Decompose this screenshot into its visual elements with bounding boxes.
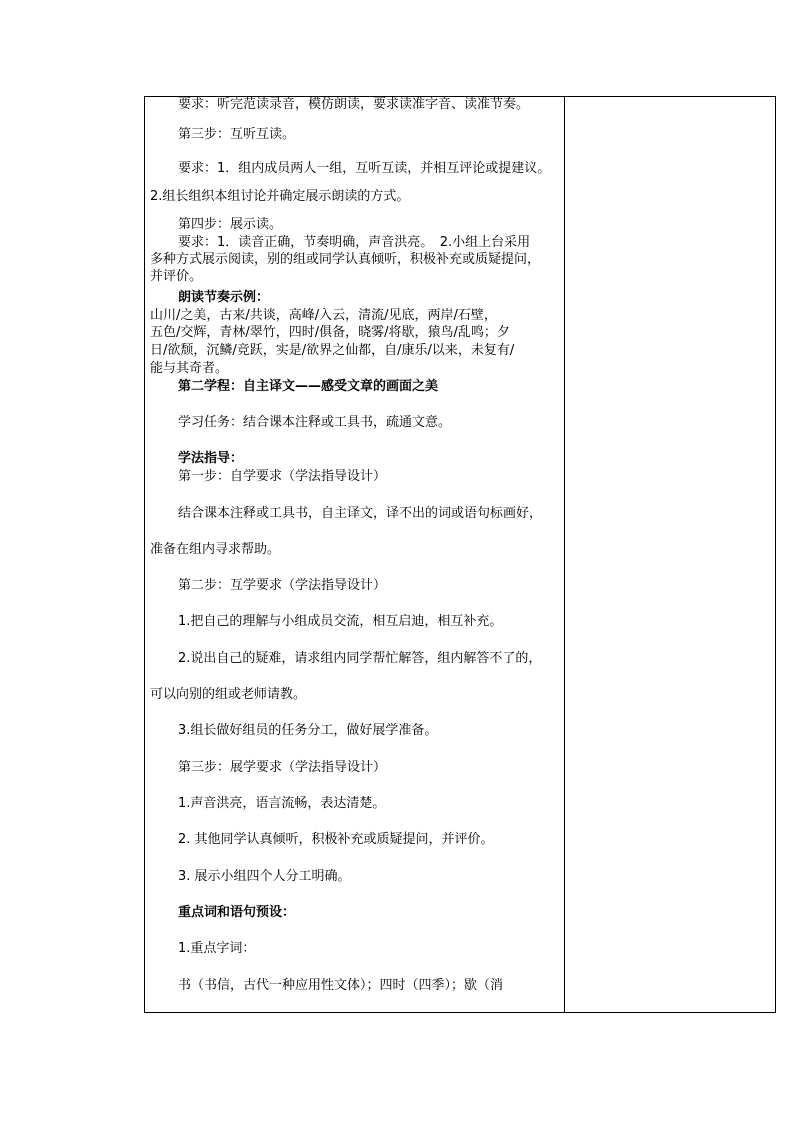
section-heading: 重点词和语句预设： <box>178 905 296 920</box>
text-line: 第二步：互学要求（学法指导设计） <box>178 578 387 593</box>
text-line: 日/欲颓，沉鳞/竞跃，实是/欲界之仙都，自/康乐/以来，未复有/ <box>150 343 515 358</box>
text-line: 第一步：自学要求（学法指导设计） <box>178 469 387 484</box>
text-line: 要求：1．读音正确，节奏明确，声音洪亮。 2.小组上台采用 <box>178 235 531 250</box>
text-line: 能与其奇者。 <box>150 361 229 376</box>
text-line: 要求：听完范读录音，模仿朗读，要求读准字音、读准节奏。 <box>178 97 530 112</box>
text-line: 学习任务：结合课本注释或工具书，疏通文意。 <box>178 415 452 430</box>
table-column-divider <box>564 96 565 1013</box>
text-line: 1.重点字词： <box>178 941 256 956</box>
text-line: 1.声音洪亮，语言流畅，表达清楚。 <box>178 796 386 811</box>
section-heading: 学法指导： <box>178 451 244 466</box>
text-line: 2. 其他同学认真倾听，积极补充或质疑提问，并评价。 <box>178 832 494 847</box>
text-line: 2.组长组织本组讨论并确定展示朗读的方式。 <box>150 189 410 204</box>
text-line: 第三步：展学要求（学法指导设计） <box>178 760 387 775</box>
section-heading: 朗读节奏示例： <box>178 290 270 305</box>
text-line: 山川/之美，古来/共谈，高峰/入云，清流/见底，两岸/石壁， <box>150 308 497 323</box>
section-heading: 第二学程：自主译文——感受文章的画面之美 <box>178 379 439 394</box>
text-line: 多种方式展示阅读，别的组或同学认真倾听，积极补充或质疑提问， <box>150 252 541 267</box>
text-line: 3. 展示小组四个人分工明确。 <box>178 869 351 884</box>
text-line: 第四步：展示读。 <box>178 217 283 232</box>
text-line: 并评价。 <box>150 269 203 284</box>
text-line: 可以向别的组或老师请教。 <box>150 687 307 702</box>
text-line: 准备在组内寻求帮助。 <box>150 542 281 557</box>
text-line: 3.组长做好组员的任务分工，做好展学准备。 <box>178 723 438 738</box>
text-line: 2.说出自己的疑难，请求组内同学帮忙解答，组内解答不了的， <box>178 651 542 666</box>
text-line: 结合课本注释或工具书，自主译文，译不出的词或语句标画好， <box>178 506 543 521</box>
text-line: 五色/交辉，青林/翠竹，四时/俱备，晓雾/将歇，猿鸟/乱鸣；夕 <box>150 325 510 340</box>
text-line: 1.把自己的理解与小组成员交流，相互启迪，相互补充。 <box>178 614 503 629</box>
text-line: 要求：1．组内成员两人一组，互听互读，并相互评论或提建议。 <box>178 161 551 176</box>
text-line: 第三步：互听互读。 <box>178 127 296 142</box>
text-line: 书（书信，古代一种应用性文体）；四时（四季）；歇（消 <box>178 978 504 993</box>
